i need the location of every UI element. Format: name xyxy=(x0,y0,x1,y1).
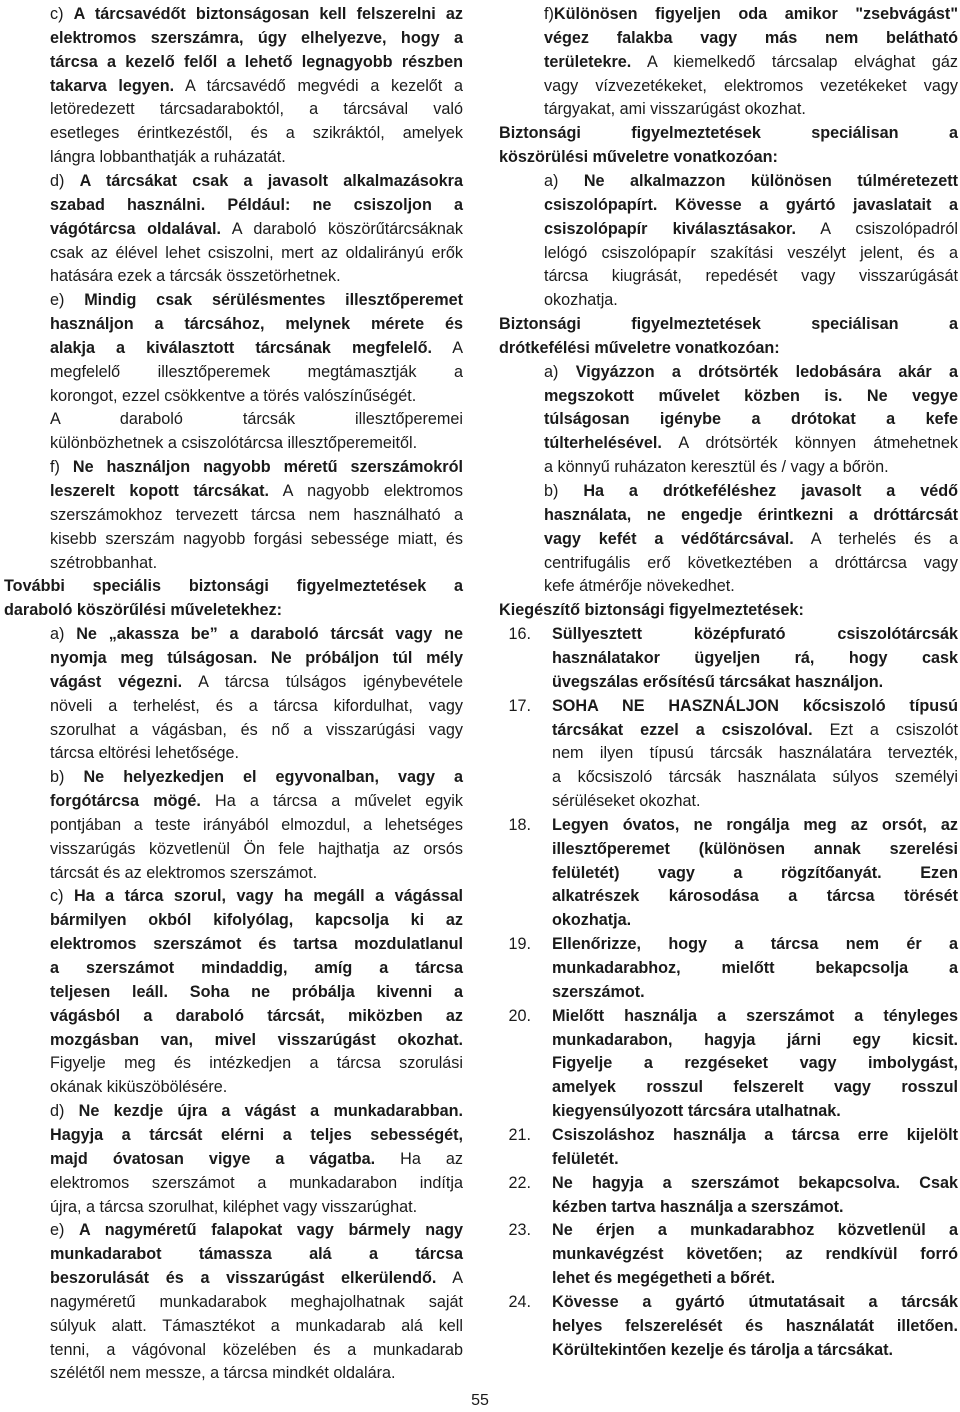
text-line xyxy=(50,694,463,718)
bold-text: Vigyázzon a drótsörték ledobására akár a xyxy=(575,362,958,381)
bold-text: felületét. xyxy=(552,1149,619,1168)
bold-text: alkatrészek károsodása a tárcsa törését xyxy=(552,887,958,906)
bold-text: forgótárcsa mögé. xyxy=(50,792,201,811)
text-line xyxy=(544,288,958,312)
bold-text: Ne használjon nagyobb méretű szerszámokról xyxy=(72,458,463,477)
text-line xyxy=(50,1290,463,1314)
list-item-text xyxy=(552,1099,958,1123)
text-run: A daraboló köszörűtárcsáknak xyxy=(220,219,463,238)
bold-text: majd óvatosan vigye a vágatba. xyxy=(50,1149,376,1168)
bold-text: vágásból a daraboló tárcsát, miközben az xyxy=(50,1006,463,1025)
list-item-text xyxy=(552,646,958,670)
list-item-text xyxy=(552,1338,958,1362)
text-run: A nagyobb elektromos xyxy=(268,482,463,500)
text-run: újra, a tárcsa szorulhat, kiléphet vagy visszarúghat. xyxy=(50,1197,418,1216)
bold-text: Kiegészítő biztonsági figyelmeztetések: xyxy=(499,601,804,620)
bold-text: A tárcsavédőt biztonságosan kell felszerelni az xyxy=(73,5,464,23)
text-line xyxy=(544,574,958,598)
text-line xyxy=(50,765,463,789)
text-run: a) xyxy=(544,362,576,381)
text-line xyxy=(50,908,463,932)
text-run: Ha az xyxy=(375,1149,463,1168)
list-item-text xyxy=(552,789,958,813)
bold-text: takarva legyen. xyxy=(50,76,175,95)
bold-text: Mielőtt használja a szerszámot a tényleges xyxy=(552,1006,958,1025)
text-run: visszarúgás közvetlenül Ön fele hajthatja az orsós xyxy=(50,839,463,858)
text-run: a) xyxy=(544,171,584,190)
bold-text: Ha a drótkeféléshez javasolt a védő xyxy=(583,482,958,500)
list-item-text xyxy=(552,1004,958,1028)
text-run: A terhelés és a xyxy=(793,529,958,548)
list-item-text xyxy=(552,1242,958,1266)
bold-text: kézben tartva használja a szerszámot. xyxy=(552,1197,844,1216)
text-line xyxy=(50,1171,463,1195)
bold-text: leszerelt kopott tárcsákat. xyxy=(50,482,269,500)
bold-text: Csiszoláshoz használja a tárcsa erre kijelölt xyxy=(552,1125,958,1144)
bold-text: Ne alkalmazzon különösen túlméretezett xyxy=(583,171,958,190)
text-line xyxy=(50,1242,463,1266)
bold-text: amelyek rosszul felszerelt vagy rosszul xyxy=(552,1078,958,1097)
text-line xyxy=(544,26,958,50)
text-line xyxy=(50,956,463,980)
text-run: A drótsörték könnyen átmehetnek xyxy=(661,434,958,453)
text-line xyxy=(499,121,958,145)
bold-text: elektromos szerszámot és tartsa mozdulatlanul xyxy=(50,935,463,954)
text-run: tárcsát és az elektromos szerszámot. xyxy=(50,863,318,882)
text-line xyxy=(499,1338,958,1362)
bold-text: használatakor ügyeljen rá, hogy cask xyxy=(552,648,958,667)
bold-text: vágótárcsa oldalával. xyxy=(50,219,221,238)
text-line xyxy=(499,1123,958,1147)
text-line xyxy=(50,1075,463,1099)
list-item-text xyxy=(552,765,958,789)
text-run: c) xyxy=(50,5,74,23)
text-line xyxy=(499,670,958,694)
text-run: e) xyxy=(50,291,85,310)
bold-text: A nagyméretű falapokat vagy bármely nagy xyxy=(79,1221,463,1240)
bold-text: helyes felszerelését és használatát illetően. xyxy=(552,1316,958,1335)
text-line xyxy=(499,1075,958,1099)
list-item-text xyxy=(552,908,958,932)
text-run: A csiszolópadról xyxy=(795,219,958,238)
bold-text: munkadarabhoz, mielőtt bekapcsolja a xyxy=(552,959,958,977)
text-line xyxy=(50,503,463,527)
text-line xyxy=(50,837,463,861)
text-run: nagyméretű munkadarabok meghajolhatnak saját xyxy=(50,1292,463,1311)
text-line xyxy=(544,479,958,503)
text-line xyxy=(50,384,463,408)
text-line xyxy=(499,1266,958,1290)
text-run: tárcsa eltörési lehetősége. xyxy=(50,744,239,763)
list-item-text xyxy=(552,1147,958,1171)
text-run: b) xyxy=(544,482,584,500)
text-line xyxy=(544,264,958,288)
text-line xyxy=(4,574,463,598)
text-line xyxy=(499,145,958,169)
text-line xyxy=(499,908,958,932)
list-number: 22. xyxy=(508,1173,531,1192)
bold-text: Hagyja a tárcsát elérni a teljes sebességét, xyxy=(50,1125,463,1144)
bold-text: Ellenőrizze, hogy a tárcsa nem ér a xyxy=(552,935,958,954)
text-line xyxy=(544,360,958,384)
list-item-text xyxy=(552,861,958,885)
text-line xyxy=(499,789,958,813)
text-line xyxy=(499,1290,958,1314)
list-item-text xyxy=(552,1314,958,1338)
text-line xyxy=(50,646,463,670)
page-number: 55 xyxy=(471,1392,489,1409)
text-line xyxy=(50,2,463,26)
text-line xyxy=(50,551,463,575)
text-run: korongot, ezzel csökkentve a törés valószínűségét. xyxy=(50,386,417,405)
text-run: Ha a tárcsa a művelet egyik xyxy=(200,792,463,811)
text-run: pontjában a teste irányából elmozdul, a lehetséges xyxy=(50,815,463,834)
bold-text: Különösen figyeljen oda amikor "zsebvágást" xyxy=(553,5,958,23)
bold-text: szerszámot. xyxy=(552,982,645,1001)
text-run: növeli a terhelést, és a tárcsa kifordulhat, vagy xyxy=(50,696,463,715)
text-line xyxy=(50,718,463,742)
bold-text: Süllyesztett középfurató csiszolótárcsák xyxy=(552,625,958,644)
list-item-text xyxy=(552,1266,958,1290)
bold-text: okozhatja. xyxy=(552,911,632,930)
text-line xyxy=(499,1218,958,1242)
bold-text: daraboló köszörűlési műveletekhez: xyxy=(4,601,282,620)
text-run: letöredezett tárcsadaraboktól, a tárcsával való xyxy=(50,100,463,119)
text-line xyxy=(499,837,958,861)
text-line xyxy=(50,264,463,288)
bold-text: munkavégzést követően; az rendkívül forró xyxy=(552,1245,958,1264)
bold-text: Ne „akassza be” a daraboló tárcsát vagy ne xyxy=(76,625,463,644)
text-line xyxy=(50,193,463,217)
text-line xyxy=(499,932,958,956)
text-line xyxy=(50,622,463,646)
text-line xyxy=(50,169,463,193)
text-run: szerszámokhoz tervezett tárcsa nem használható a xyxy=(50,505,463,524)
text-line xyxy=(50,97,463,121)
text-line xyxy=(499,741,958,765)
text-run: a) xyxy=(50,625,77,644)
list-number: 24. xyxy=(508,1292,531,1311)
list-item-text xyxy=(552,1123,958,1147)
text-line xyxy=(50,1099,463,1123)
list-item-text xyxy=(552,670,958,694)
bold-text: felületét) vagy a rögzítőanyát. Ezen xyxy=(552,863,958,882)
text-line xyxy=(50,50,463,74)
text-run: csak az élével lehet csiszolni, mert az oldalirányú erők xyxy=(50,243,463,262)
text-run: b) xyxy=(50,768,84,787)
bold-text: Ne érjen a munkadarabhoz közvetlenül a xyxy=(552,1221,958,1240)
bold-text: megszokott művelet közben is. Ne vegye xyxy=(544,386,958,405)
text-line xyxy=(544,50,958,74)
text-run: a kőcsiszoló tárcsák használata súlyos személyi xyxy=(552,768,958,787)
text-line xyxy=(50,241,463,265)
text-line xyxy=(544,551,958,575)
text-line xyxy=(50,26,463,50)
text-line xyxy=(499,598,958,622)
text-run: tárcsa kiugrását, repedését vagy visszarúgását xyxy=(544,267,958,286)
list-item-text xyxy=(552,1028,958,1052)
text-line xyxy=(499,765,958,789)
bold-text: tárcsákat ezzel a csiszolóval. xyxy=(552,720,813,739)
bold-text: használata, ne engedje érintkezni a dróttárcsát xyxy=(544,505,958,524)
text-run: A daraboló tárcsák illesztőperemei xyxy=(50,410,463,429)
text-line xyxy=(499,694,958,718)
text-run: centrifugális erő következtében a dróttárcsa vagy xyxy=(544,553,958,572)
text-line xyxy=(4,598,463,622)
text-line xyxy=(499,1051,958,1075)
text-run: okozhatja. xyxy=(544,291,618,310)
bold-text: drótkefélési műveletre vonatkozóan: xyxy=(499,338,780,357)
list-item-text xyxy=(552,1195,958,1219)
bold-text: területekre. xyxy=(544,52,632,71)
bold-text: Körültekintően kezelje és tárolja a tárcsákat. xyxy=(552,1340,893,1359)
text-line xyxy=(544,97,958,121)
text-run: különbözhetnek a csiszolótárcsa illesztőperemeitől. xyxy=(50,434,418,453)
text-line xyxy=(50,479,463,503)
list-item-text xyxy=(552,1075,958,1099)
list-item-text xyxy=(552,694,958,718)
text-run: szélétől nem messze, a tárcsa mindkét oldalára. xyxy=(50,1364,396,1383)
text-run: nem ilyen típusú tárcsák használatára tervezték, xyxy=(552,744,958,763)
text-line xyxy=(50,74,463,98)
text-run: A tárcsa túlságos igénybevétele xyxy=(182,672,463,691)
text-line xyxy=(50,336,463,360)
list-item-text xyxy=(552,1051,958,1075)
list-number: 18. xyxy=(508,815,531,834)
text-line xyxy=(50,1051,463,1075)
list-item-text xyxy=(552,1171,958,1195)
text-line xyxy=(499,1028,958,1052)
text-run: a könnyű ruházaton keresztül és / vagy a bőrön. xyxy=(544,458,889,477)
bold-text: beszorulását és a visszarúgást elkerülendő. xyxy=(50,1269,437,1288)
list-number: 21. xyxy=(508,1125,531,1144)
text-line xyxy=(544,217,958,241)
text-line xyxy=(50,789,463,813)
text-line xyxy=(50,407,463,431)
text-line xyxy=(544,241,958,265)
bold-text: Legyen óvatos, ne rongálja meg az orsót, az xyxy=(552,815,958,834)
text-line xyxy=(544,2,958,26)
list-item-text xyxy=(552,718,958,742)
bold-text: csiszolópapír kiválasztásakor. xyxy=(544,219,796,238)
bold-text: köszörülési műveletre vonatkozóan: xyxy=(499,148,778,167)
bold-text: nyomja meg túlságosan. Ne próbáljon túl mély xyxy=(50,648,463,667)
bold-text: Ha a tárca szorul, vagy ha megáll a vágással xyxy=(73,887,463,906)
list-item-text xyxy=(552,813,958,837)
text-run: A kiemelkedő tárcsalap elvághat gáz xyxy=(631,52,958,71)
text-run: szétrobbanhat. xyxy=(50,553,158,572)
text-line xyxy=(544,407,958,431)
list-item-text xyxy=(552,1290,958,1314)
text-run: c) xyxy=(50,887,74,906)
bold-text: munkadarabon, hagyja járni egy kicsit. xyxy=(552,1030,958,1049)
text-line xyxy=(499,956,958,980)
text-line xyxy=(499,980,958,1004)
bold-text: végez falakba vagy más nem belátható xyxy=(544,28,958,47)
text-line xyxy=(50,360,463,384)
text-run: A xyxy=(432,338,463,357)
text-line xyxy=(499,336,958,360)
text-line xyxy=(499,1004,958,1028)
bold-text: használjon a tárcsához, melynek mérete és xyxy=(50,315,463,334)
text-line xyxy=(499,312,958,336)
text-line xyxy=(50,1004,463,1028)
text-line xyxy=(499,1147,958,1171)
text-run: e) xyxy=(50,1221,80,1240)
bold-text: kiegyensúlyozott tárcsára utalhatnak. xyxy=(552,1102,841,1121)
bold-text: alakja a kiválasztott tárcsának megfelelő. xyxy=(50,338,433,357)
text-run: tenni, a vágóvonal közelében és a munkadarab xyxy=(50,1340,463,1359)
text-run: Figyelje meg és intézkedjen a tárcsa szorulási xyxy=(50,1054,463,1073)
bold-text: vágást végezni. xyxy=(50,672,183,691)
text-run: d) xyxy=(50,1102,79,1121)
text-run: tárgyakat, ami visszarúgást okozhat. xyxy=(544,100,806,119)
text-line xyxy=(544,193,958,217)
text-line xyxy=(544,384,958,408)
text-line xyxy=(50,1195,463,1219)
text-line xyxy=(50,1266,463,1290)
text-run: vagy vízvezetékeket, elektromos vezetékeket vagy xyxy=(544,76,958,95)
list-item-text xyxy=(552,884,958,908)
text-run: f) xyxy=(50,458,73,477)
bold-text: szabad használni. Például: ne csiszoljon a xyxy=(50,195,463,214)
text-line xyxy=(544,527,958,551)
text-run: elektromos szerszámot a munkadarabon indítja xyxy=(50,1173,463,1192)
list-number: 23. xyxy=(508,1221,531,1240)
text-line xyxy=(50,1123,463,1147)
bold-text: elektromos szerszámra, úgy elhelyezve, hogy a xyxy=(50,28,463,47)
text-line xyxy=(50,980,463,1004)
bold-text: munkadarabot támassza alá a tárcsa xyxy=(50,1245,463,1264)
text-run: kisebb szerszám nagyobb forgási sebessége miatt, és xyxy=(50,529,463,548)
text-run: lelógó csiszolópapír szakítási veszélyt jelent, és a xyxy=(544,243,958,262)
bold-text: Figyelje a rezgéseket vagy imbolygást, xyxy=(552,1054,958,1073)
bold-text: túlterhelésével. xyxy=(544,434,662,453)
bold-text: teljesen leáll. Soha ne próbálja kivenni a xyxy=(50,982,463,1001)
bold-text: mozgásban van, mivel visszarúgást okozhat. xyxy=(50,1030,463,1049)
list-item-text xyxy=(552,932,958,956)
text-line xyxy=(50,884,463,908)
bold-text: Ne kezdje újra a vágást a munkadarabban. xyxy=(78,1102,463,1121)
text-line xyxy=(50,813,463,837)
bold-text: Mindig csak sérülésmentes illesztőperemet xyxy=(84,291,463,310)
bold-text: üvegszálas erősítésű tárcsákat használjon. xyxy=(552,672,884,691)
bold-text: Biztonsági figyelmeztetések speciálisan a xyxy=(499,315,958,334)
text-line xyxy=(499,1242,958,1266)
text-line xyxy=(50,861,463,885)
text-line xyxy=(50,670,463,694)
text-run: megfelelő illesztőperemek megtámasztják a xyxy=(50,362,463,381)
text-line xyxy=(50,145,463,169)
bold-text: Ne hagyja a szerszámot bekapcsolva. Csak xyxy=(552,1173,958,1192)
list-item-text xyxy=(552,741,958,765)
text-line xyxy=(499,1314,958,1338)
text-line xyxy=(50,527,463,551)
text-line xyxy=(499,622,958,646)
text-line xyxy=(50,741,463,765)
text-line xyxy=(50,288,463,312)
list-item-text xyxy=(552,837,958,861)
text-run: f) xyxy=(544,5,554,23)
text-run: kefe átmérője növekedhet. xyxy=(544,577,735,596)
list-number: 16. xyxy=(508,625,531,644)
bold-text: A tárcsákat csak a javasolt alkalmazásokra xyxy=(79,171,463,190)
text-line xyxy=(544,169,958,193)
text-line xyxy=(50,932,463,956)
text-line xyxy=(50,1338,463,1362)
text-line xyxy=(544,431,958,455)
bold-text: a szerszámot mindaddig, amíg a tárcsa xyxy=(50,959,463,977)
bold-text: csiszolópapírt. Kövesse a gyártó javaslatait a xyxy=(544,195,958,214)
text-line xyxy=(50,312,463,336)
text-run: szorulhat a vágásban, és nő a visszarúgási vagy xyxy=(50,720,463,739)
text-line xyxy=(544,455,958,479)
text-line xyxy=(50,1361,463,1385)
text-line xyxy=(544,74,958,98)
text-run: okának kiküszöbölésére. xyxy=(50,1078,228,1097)
list-item-text xyxy=(552,956,958,980)
bold-text: Biztonsági figyelmeztetések speciálisan a xyxy=(499,124,958,143)
text-run: súlyuk alatt. Támasztékot a munkadarab alá kell xyxy=(50,1316,463,1335)
text-run: d) xyxy=(50,171,80,190)
bold-text: Kövesse a gyártó útmutatásait a tárcsák xyxy=(552,1292,958,1311)
list-item-text xyxy=(552,980,958,1004)
bold-text: bármilyen okból kifolyólag, kapcsolja ki az xyxy=(50,911,463,930)
text-run: sérüléseket okozhat. xyxy=(552,792,701,811)
text-line xyxy=(50,1028,463,1052)
text-run: esetleges érintkezéstől, és a szikráktól, amelyek xyxy=(50,124,463,143)
text-line xyxy=(499,718,958,742)
text-line xyxy=(499,646,958,670)
text-line xyxy=(50,217,463,241)
bold-text: vagy kefét a védőtárcsával. xyxy=(544,529,794,548)
text-run: A tárcsavédő megvédi a kezelőt a xyxy=(174,76,463,95)
text-line xyxy=(50,1147,463,1171)
bold-text: További speciális biztonsági figyelmeztetések a xyxy=(4,577,463,596)
text-line xyxy=(50,431,463,455)
list-item-text xyxy=(552,1218,958,1242)
text-line xyxy=(50,1218,463,1242)
text-line xyxy=(499,1099,958,1123)
list-number: 17. xyxy=(508,696,531,715)
text-line xyxy=(499,813,958,837)
text-run: A xyxy=(436,1269,464,1288)
text-line xyxy=(499,884,958,908)
bold-text: lehet és megégetheti a bőrét. xyxy=(552,1269,776,1288)
text-line xyxy=(544,503,958,527)
bold-text: Ne helyezkedjen el egyvonalban, vagy a xyxy=(83,768,463,787)
bold-text: illesztőperemet (különösen annak szerelési xyxy=(552,839,958,858)
bold-text: SOHA NE HASZNÁLJON kőcsiszoló típusú xyxy=(552,696,958,715)
bold-text: tárcsa a kezelő felől a lehető legnagyobb részben xyxy=(50,52,463,71)
text-run: Ezt a csiszolót xyxy=(812,720,958,739)
text-line xyxy=(50,1314,463,1338)
bold-text: túlságosan igénybe a drótokat a kefe xyxy=(544,410,958,429)
list-item-text xyxy=(552,622,958,646)
text-line xyxy=(50,455,463,479)
text-run: lángra lobbanthatják a ruházatát. xyxy=(50,148,286,167)
text-line xyxy=(50,121,463,145)
text-line xyxy=(499,1171,958,1195)
text-line xyxy=(499,1195,958,1219)
list-number: 20. xyxy=(508,1006,531,1025)
text-run: hatására ezek a tárcsák összetörhetnek. xyxy=(50,267,341,286)
list-number: 19. xyxy=(508,935,531,954)
text-line xyxy=(499,861,958,885)
